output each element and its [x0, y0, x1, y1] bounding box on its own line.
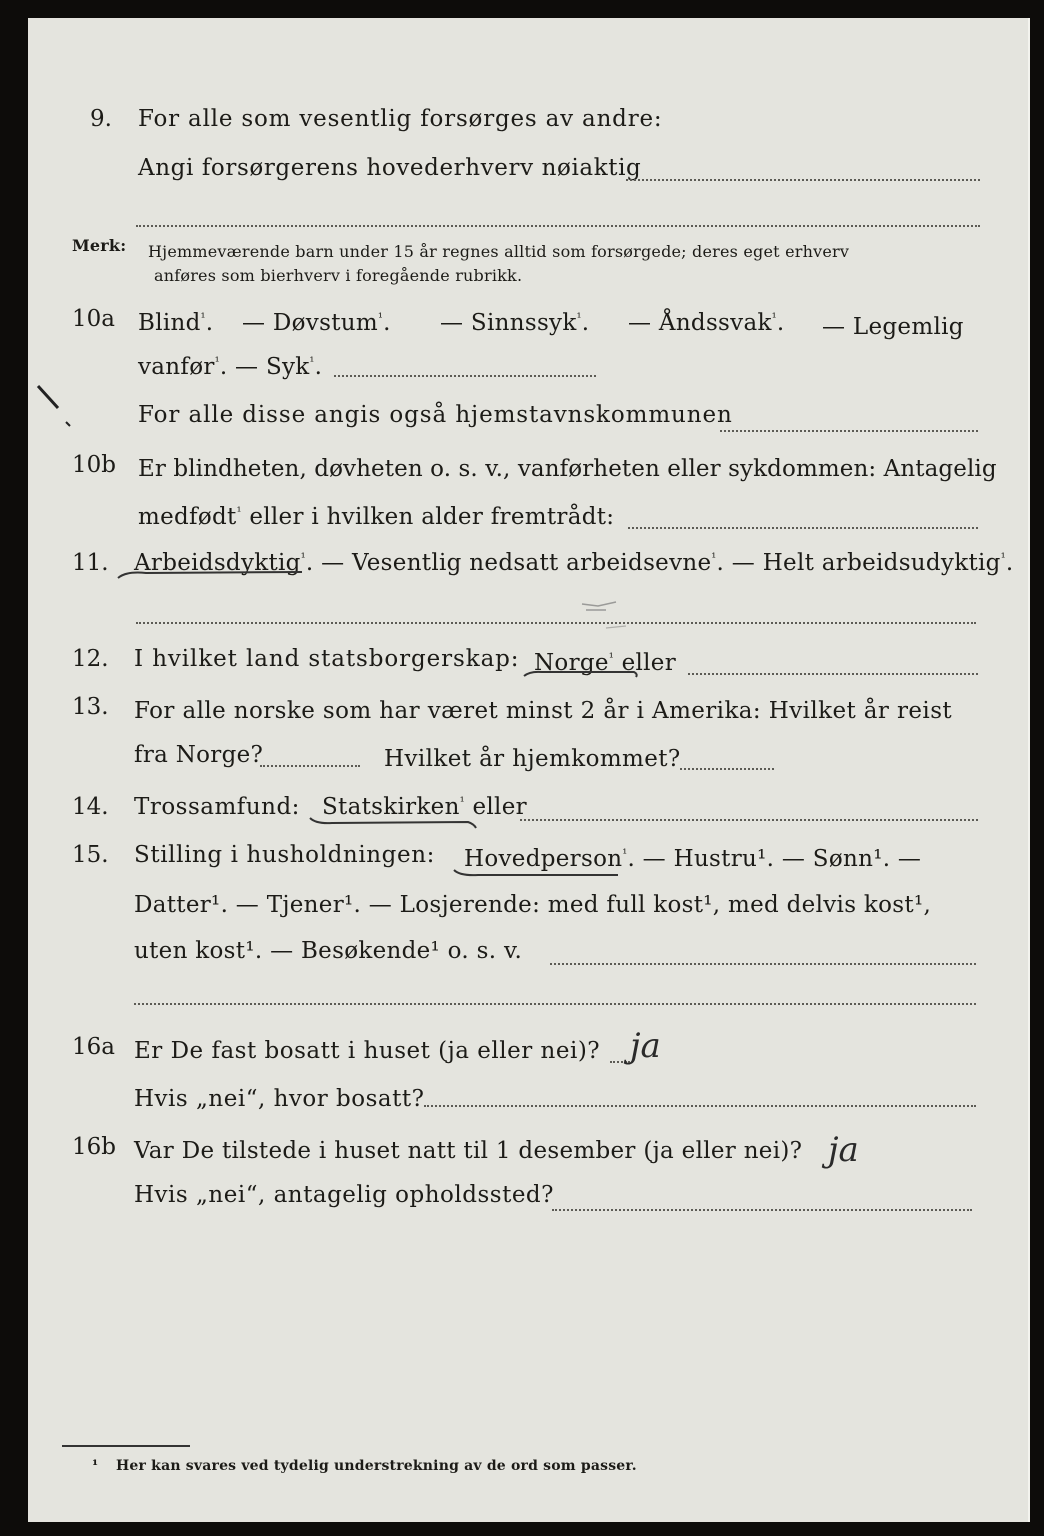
q12-text: I hvilket land statsborgerskap:: [134, 646, 520, 672]
q12-number: 12.: [72, 646, 109, 672]
q11-number: 11.: [72, 550, 109, 576]
q16b-line2: Hvis „nei“, antagelig opholdssted?: [134, 1182, 554, 1208]
q16a-line2: Hvis „nei“, hvor bosatt?: [134, 1086, 425, 1112]
q10a-opt-andssvak: — Åndssvak$^{^1}$.: [628, 310, 785, 336]
q13-line1: For alle norske som har været minst 2 år i Amerika: Hvilket år reist: [134, 698, 953, 724]
opt-hovedperson: Hovedperson: [464, 846, 623, 872]
q10a-answer-line: [334, 375, 596, 377]
underline-statskirken: [308, 814, 480, 830]
q14-number: 14.: [72, 794, 109, 820]
q16b-number: 16b: [72, 1134, 116, 1160]
q10a-opt-sinnssyk: — Sinnssyk$^{^1}$.: [440, 310, 590, 336]
faint-mark: [576, 596, 636, 636]
opt-medfodt: medfødt: [138, 504, 237, 530]
q10b-answer-line: [628, 527, 978, 529]
q16a-answer-line: [610, 1061, 630, 1063]
footnote-text: Her kan svares ved tydelig understrekning av de ord som passer.: [116, 1458, 637, 1474]
q16a-handwritten-answer: ja: [630, 1026, 661, 1066]
q13-line2b: Hvilket år hjemkommet?: [384, 746, 681, 772]
q10b-number: 10b: [72, 452, 116, 478]
merk-label: Merk:: [72, 236, 127, 255]
q14-text: Trossamfund:: [134, 794, 300, 820]
footnote-rule: [62, 1445, 190, 1447]
q16b-line1: Var De tilstede i huset natt til 1 desember (ja eller nei)?: [134, 1138, 803, 1164]
q10a-line2: vanfør$^{^1}$. — Syk$^{^1}$.: [138, 354, 323, 380]
q10a-number: 10a: [72, 306, 115, 332]
q15-answer-line-2: [134, 1003, 976, 1005]
underline-norge: [522, 668, 642, 680]
q11-answer-line: [136, 622, 976, 624]
opt-sinnssyk: — Sinnssyk: [440, 310, 577, 336]
q16a-number: 16a: [72, 1034, 115, 1060]
q15-line2: Datter¹. — Tjener¹. — Losjerende: med full kost¹, med delvis kost¹,: [134, 892, 932, 918]
q10a-opt-legemlig: — Legemlig: [822, 314, 964, 340]
opt-statskirken: Statskirken: [322, 794, 460, 820]
opt-syk: — Syk: [235, 354, 310, 380]
merk-line2: anføres som bierhverv i foregående rubrikk.: [154, 266, 523, 285]
q10a-opt-blind: Blind$^{^1}$.: [138, 310, 214, 336]
q13-number: 13.: [72, 694, 109, 720]
q16a-bosatt-line: [424, 1105, 976, 1107]
q10a-opt-dovstum: — Døvstum$^{^1}$.: [242, 310, 391, 336]
opt-arbeidsdyktig: Arbeidsdyktig: [134, 550, 301, 576]
q12-opt: Norge$^{^1}$ eller: [534, 650, 676, 676]
footnote-mark: ¹: [92, 1458, 99, 1474]
q10b-line1: Er blindheten, døvheten o. s. v., vanførheten eller sykdommen: Antagelig: [138, 456, 997, 482]
q9-answer-line: [626, 179, 980, 181]
merk-line1: Hjemmeværende barn under 15 år regnes alltid som forsørgede; deres eget erhverv: [148, 242, 850, 261]
underline-arbeidsdyktig: [116, 568, 306, 582]
q10b-line2: medfødt$^{^1}$ eller i hvilken alder fremtrådt:: [138, 504, 615, 530]
q9-line2: Angi forsørgerens hovederhverv nøiaktig: [138, 155, 642, 181]
q10a-line3: For alle disse angis også hjemstavnskommunen: [138, 402, 733, 428]
q13-hjemkommet-line: [680, 768, 774, 770]
q15-line1-rest: Hovedperson$^{^1}$. — Hustru¹. — Sønn¹. —: [464, 846, 922, 872]
margin-pen-mark: [34, 384, 74, 430]
q10a-hjemstavn-line: [720, 430, 978, 432]
q16b-opholdssted-line: [552, 1209, 972, 1211]
q9-line1: For alle som vesentlig forsørges av andre:: [138, 106, 663, 132]
q15-text: Stilling i husholdningen:: [134, 842, 435, 868]
q16a-line1: Er De fast bosatt i huset (ja eller nei)?: [134, 1038, 601, 1064]
q16b-handwritten-answer: ja: [828, 1130, 859, 1170]
q13-reist-line: [260, 765, 360, 767]
q11-line: Arbeidsdyktig$^{^1}$. — Vesentlig nedsatt arbeidsevne$^{^1}$. — Helt arbeidsudyktig$^{^1}$.: [134, 550, 1014, 576]
q14-opt: Statskirken$^{^1}$ eller: [322, 794, 527, 820]
q15-answer-line: [550, 963, 976, 965]
q12-answer-line: [688, 673, 978, 675]
q15-number: 15.: [72, 842, 109, 868]
underline-hovedperson: [452, 866, 622, 880]
q9-answer-line-2: [136, 225, 980, 227]
q15-line3: uten kost¹. — Besøkende¹ o. s. v.: [134, 938, 523, 964]
q13-line2a: fra Norge?: [134, 742, 264, 768]
opt-blind: Blind: [138, 310, 201, 336]
opt-andssvak: — Åndssvak: [628, 310, 772, 336]
q14-answer-line: [520, 819, 978, 821]
q9-number: 9.: [90, 106, 112, 132]
opt-vanfor: vanfør: [138, 354, 215, 380]
opt-norge: Norge: [534, 650, 609, 676]
opt-dovstum: — Døvstum: [242, 310, 378, 336]
